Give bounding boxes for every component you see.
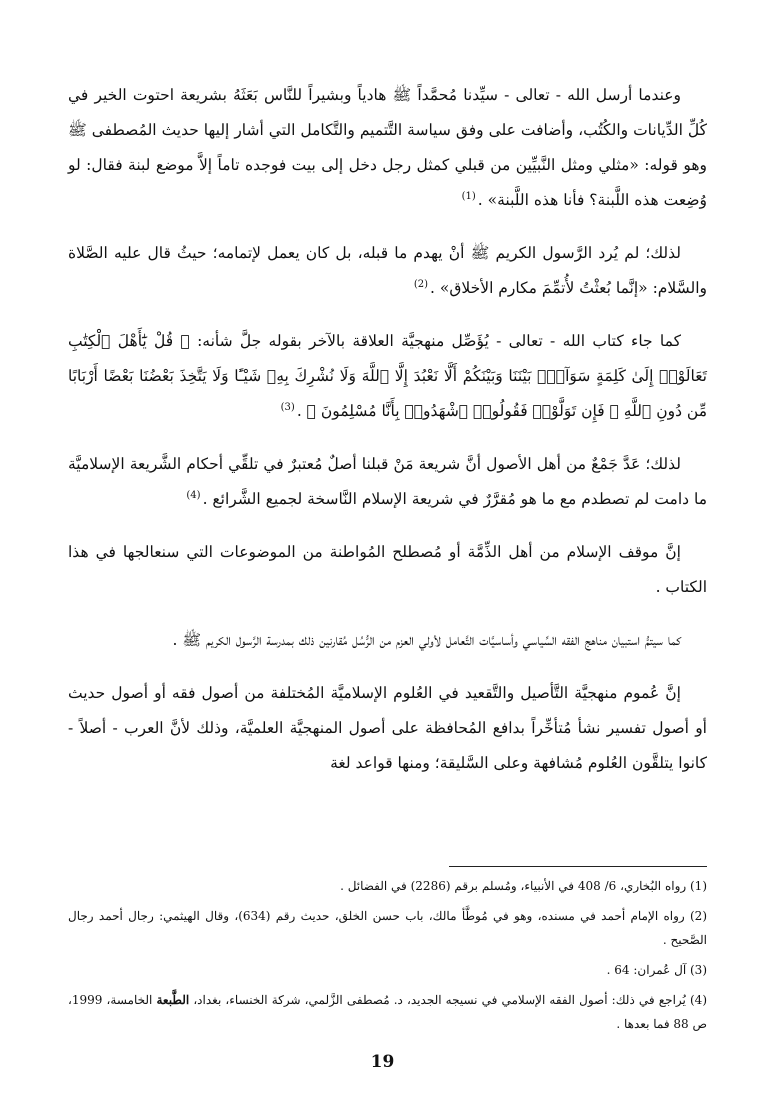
footnote-1: (1) رواه البُخاري، 6/ 408 في الأنبياء، ومُسلم برقم (2286) في الفضائل . [340, 879, 707, 893]
footnote-4: (4) يُراجع في ذلك: أصول الفقه الإسلامي في نسيجه الجديد، د. مُصطفى الزَّلمي، شركة الخنساء، بغداد، الطَّبعة الخامسة، 1999، ص 88 فما بعدها . [68, 993, 707, 1031]
footnote-3: (3) آل عُمران: 64 . [606, 963, 707, 977]
paragraph-2: لذلك؛ لم يُرد الرَّسول الكريم ﷺ أنْ يهدم ما قبله، بل كان يعمل لإتمامه؛ حيثُ قال عليه الصَّلاة والسَّلام: «إنَّما بُعثْتُ لأُتمِّمَ مكارم الأخلاق» .$^{(2)}$ [68, 244, 707, 297]
paragraph-7: إنَّ عُموم منهجيَّة التَّأصيل والتَّقعيد في العُلوم الإسلاميَّة المُختلفة من أصول فقه أو أصول حديث أو أصول تفسير نشأ مُتأخِّراً بدافع المُحافظة على أصول المنهجيَّة العلميَّة، وذلك لأنَّ العرب - أصلاً - كانوا يتلقَّون العُلوم مُشافهة وعلى السَّليقة؛ ومنها قواعد لغة [68, 684, 707, 772]
paragraph-1: وعندما أرسل الله - تعالى - سيِّدنا مُحمَّداً ﷺ هادياً وبشيراً للنَّاس بَعَثَهُ بشريعة احتوت الخير في كُلِّ الدِّيانات والكُتُب، وأضافت على وفق سياسة التَّتميم والتَّكامل التي أشار إليها حديث المُصطفى ﷺ وهو قوله: «مثلي ومثل النَّبيِّين من قبلي كمثل رجل دخل إلى بيت فوجده تاماً إلاَّ موضع لبنة فقال: لو وُضِعت هذه اللَّبنة؟ فأنا هذه اللَّبنة» .$^{(1)}$ [68, 86, 707, 209]
footnote-mark-2: (2) [413, 278, 429, 290]
paragraph-4: لذلك؛ عَدَّ جَمْعٌ من أهل الأصول أنَّ شريعة مَنْ قبلنا أصلٌ مُعتبرٌ في تلقِّي أحكام الشَّريعة الإسلاميَّة ما دامت لم تصطدم مع ما هو مُقرَّرٌ في شريعة الإسلام النَّاسخة لجميع الشَّرائع .$^{(4)}$ [68, 455, 707, 508]
footnotes [68, 874, 707, 1042]
footnote-mark-4: (4) [186, 489, 201, 501]
paragraph-3: كما جاء كتاب الله - تعالى - يُؤَصِّل منهجيَّة العلاقة بالآخر بقوله جلَّ شأنه: ﴿ قُلْ يَٰٓأَهْلَ ٱلْكِتَٰبِ تَعَالَوْا۟ إِلَىٰ كَلِمَةٍ سَوَآءٍۭ بَيْنَنَا وَبَيْنَكُمْ أَلَّا نَعْبُدَ إِلَّا ٱللَّهَ وَلَا نُشْرِكَ بِهِۦ شَيْـًٔا وَلَا يَتَّخِذَ بَعْضُنَا بَعْضًا أَرْبَابًا مِّن دُونِ ٱللَّهِ ۚ فَإِن تَوَلَّوْا۟ فَقُولُوا۟ ٱشْهَدُوا۟ بِأَنَّا مُسْلِمُونَ ﴾ .$^{(3)}$ [68, 332, 707, 420]
footnote-mark-3: (3) [280, 401, 295, 413]
paragraph-5: إنَّ موقف الإسلام من أهل الذِّمَّة أو مُصطلح المُواطنة من الموضوعات التي سنعالجها في هذا الكتاب . [68, 543, 707, 596]
paragraph-6: كما سيتمُّ استبيان مناهج الفقه السِّياسي وأساسيَّات التَّعامل لأولي العزم من الرُّسُل مُقارنين ذلك بمدرسة الرَّسول الكريم ﷺ . [172, 631, 681, 649]
main-text [68, 78, 707, 799]
footnote-2: (2) رواه الإمام أحمد في مسنده، وهو في مُوطَّأ مالك، باب حسن الخلق، حديث رقم (634)، وقال الهيثمي: رجال أحمد رجال الصَّحيح . [68, 909, 707, 947]
edition-label: الطَّبعة [156, 993, 190, 1007]
footnote-divider [449, 866, 707, 867]
footnote-mark-1: (1) [461, 190, 476, 202]
page-number: 19 [370, 1052, 395, 1072]
